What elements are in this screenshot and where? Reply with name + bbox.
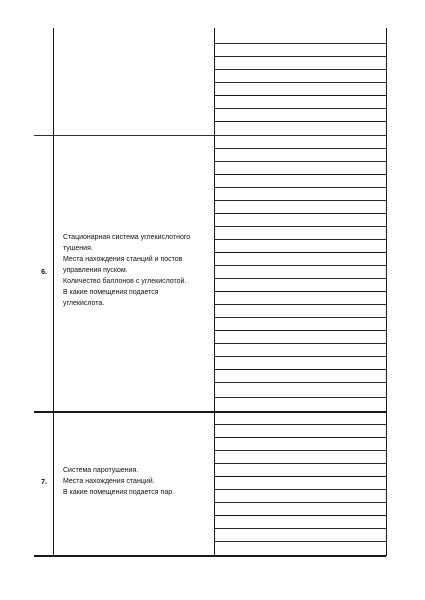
answer-line: [215, 278, 386, 279]
description-line: Места нахождения станций и постов: [63, 256, 183, 263]
row-separator-6-7: [34, 411, 386, 413]
answer-line: [215, 148, 386, 149]
answer-line: [215, 187, 386, 188]
description-line: Стационарная система углекислотного: [63, 234, 191, 241]
answer-line: [215, 265, 386, 266]
description-line: Система паротушения.: [63, 467, 139, 474]
answer-line: [215, 82, 386, 83]
answer-line: [215, 317, 386, 318]
answer-line: [215, 489, 386, 490]
table-left-border: [53, 28, 54, 556]
answer-line: [215, 463, 386, 464]
answer-line: [215, 502, 386, 503]
answer-line: [215, 343, 386, 344]
answer-line: [215, 382, 386, 383]
answer-line: [215, 200, 386, 201]
answer-line: [215, 108, 386, 109]
table-right-border: [386, 28, 387, 556]
description-line: Места нахождения станций.: [63, 478, 155, 485]
answer-line: [215, 121, 386, 122]
answer-line: [215, 437, 386, 438]
answer-line: [215, 213, 386, 214]
answer-line: [215, 541, 386, 542]
row-separator-5-6: [34, 135, 386, 136]
answer-line: [215, 56, 386, 57]
table-bottom-border: [34, 555, 386, 557]
answer-line: [215, 476, 386, 477]
description-line: Количество баллонов с углекислотой.: [63, 278, 187, 285]
answer-line: [215, 330, 386, 331]
answer-line: [215, 161, 386, 162]
answer-line: [215, 95, 386, 96]
answer-line: [215, 397, 386, 398]
answer-line: [215, 239, 386, 240]
description-line: углекислота.: [63, 300, 105, 307]
answer-line: [215, 304, 386, 305]
row-number: 7.: [41, 479, 47, 486]
answer-line: [215, 43, 386, 44]
answer-line: [215, 174, 386, 175]
answer-line: [215, 528, 386, 529]
answer-line: [215, 356, 386, 357]
row-number: 6.: [41, 269, 47, 276]
answer-line: [215, 450, 386, 451]
description-line: тушения.: [63, 245, 93, 252]
answer-line: [215, 515, 386, 516]
answer-line: [215, 291, 386, 292]
row-description: [63, 465, 213, 498]
description-line: В какие помещения подается пар.: [63, 489, 175, 496]
answer-line: [215, 424, 386, 425]
description-line: В какие помещения подается: [63, 289, 159, 296]
answer-line: [215, 69, 386, 70]
answer-line: [215, 226, 386, 227]
description-line: управления пуском.: [63, 267, 128, 274]
answer-line: [215, 252, 386, 253]
answer-line: [215, 369, 386, 370]
row-description: [63, 232, 213, 309]
